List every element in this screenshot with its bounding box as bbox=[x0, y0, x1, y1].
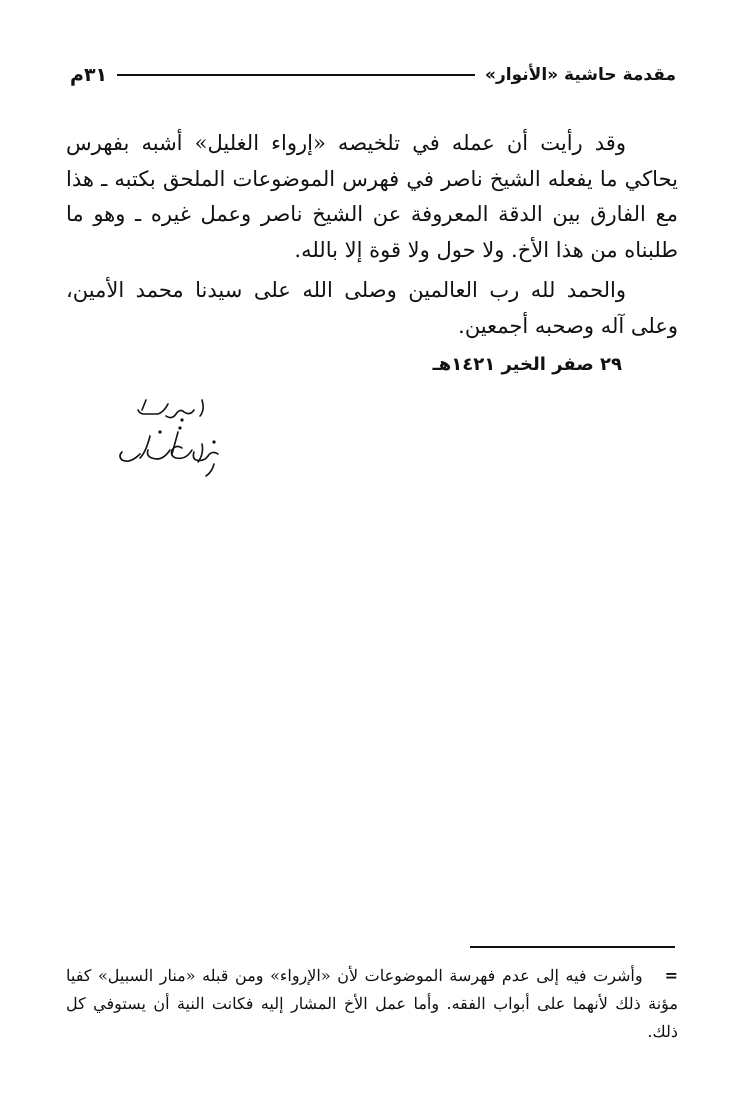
running-header bbox=[70, 58, 676, 92]
footnote-rule bbox=[470, 946, 675, 948]
header-title: مقدمة حاشية «الأنوار» bbox=[485, 65, 676, 85]
header-rule bbox=[117, 74, 475, 76]
footnote bbox=[66, 962, 678, 1046]
body-text bbox=[66, 126, 678, 344]
handwritten-signature bbox=[110, 392, 230, 482]
paragraph-1: وقد رأيت أن عمله في تلخيصه «إرواء الغليل» أشبه بفهرس يحاكي ما يفعله الشيخ ناصر في فهرس الموضوعات الملحق بكتبه ـ هذا مع الفارق بين الدقة المعروفة عن الشيخ ناصر وعمل غيره ـ وهو ما طلبناه من هذا الأخ. ولا حول ولا قوة إلا بالله. bbox=[66, 131, 678, 262]
page-number: ٣١م bbox=[70, 64, 108, 86]
date-line: ٢٩ صفر الخير ١٤٢١هـ bbox=[432, 354, 622, 375]
paragraph-2: والحمد لله رب العالمين وصلى الله على سيدنا محمد الأمين، وعلى آله وصحبه أجمعين. bbox=[66, 278, 678, 338]
footnote-text: وأشرت فيه إلى عدم فهرسة الموضوعات لأن «الإرواء» ومن قبله «منار السبيل» كفيا مؤنة ذلك لأنهما على أبواب الفقه. وأما عمل الأخ المشار إليه فكانت النية أن يستوفي كل ذلك. bbox=[66, 966, 678, 1041]
footnote-marker: = bbox=[664, 966, 678, 985]
